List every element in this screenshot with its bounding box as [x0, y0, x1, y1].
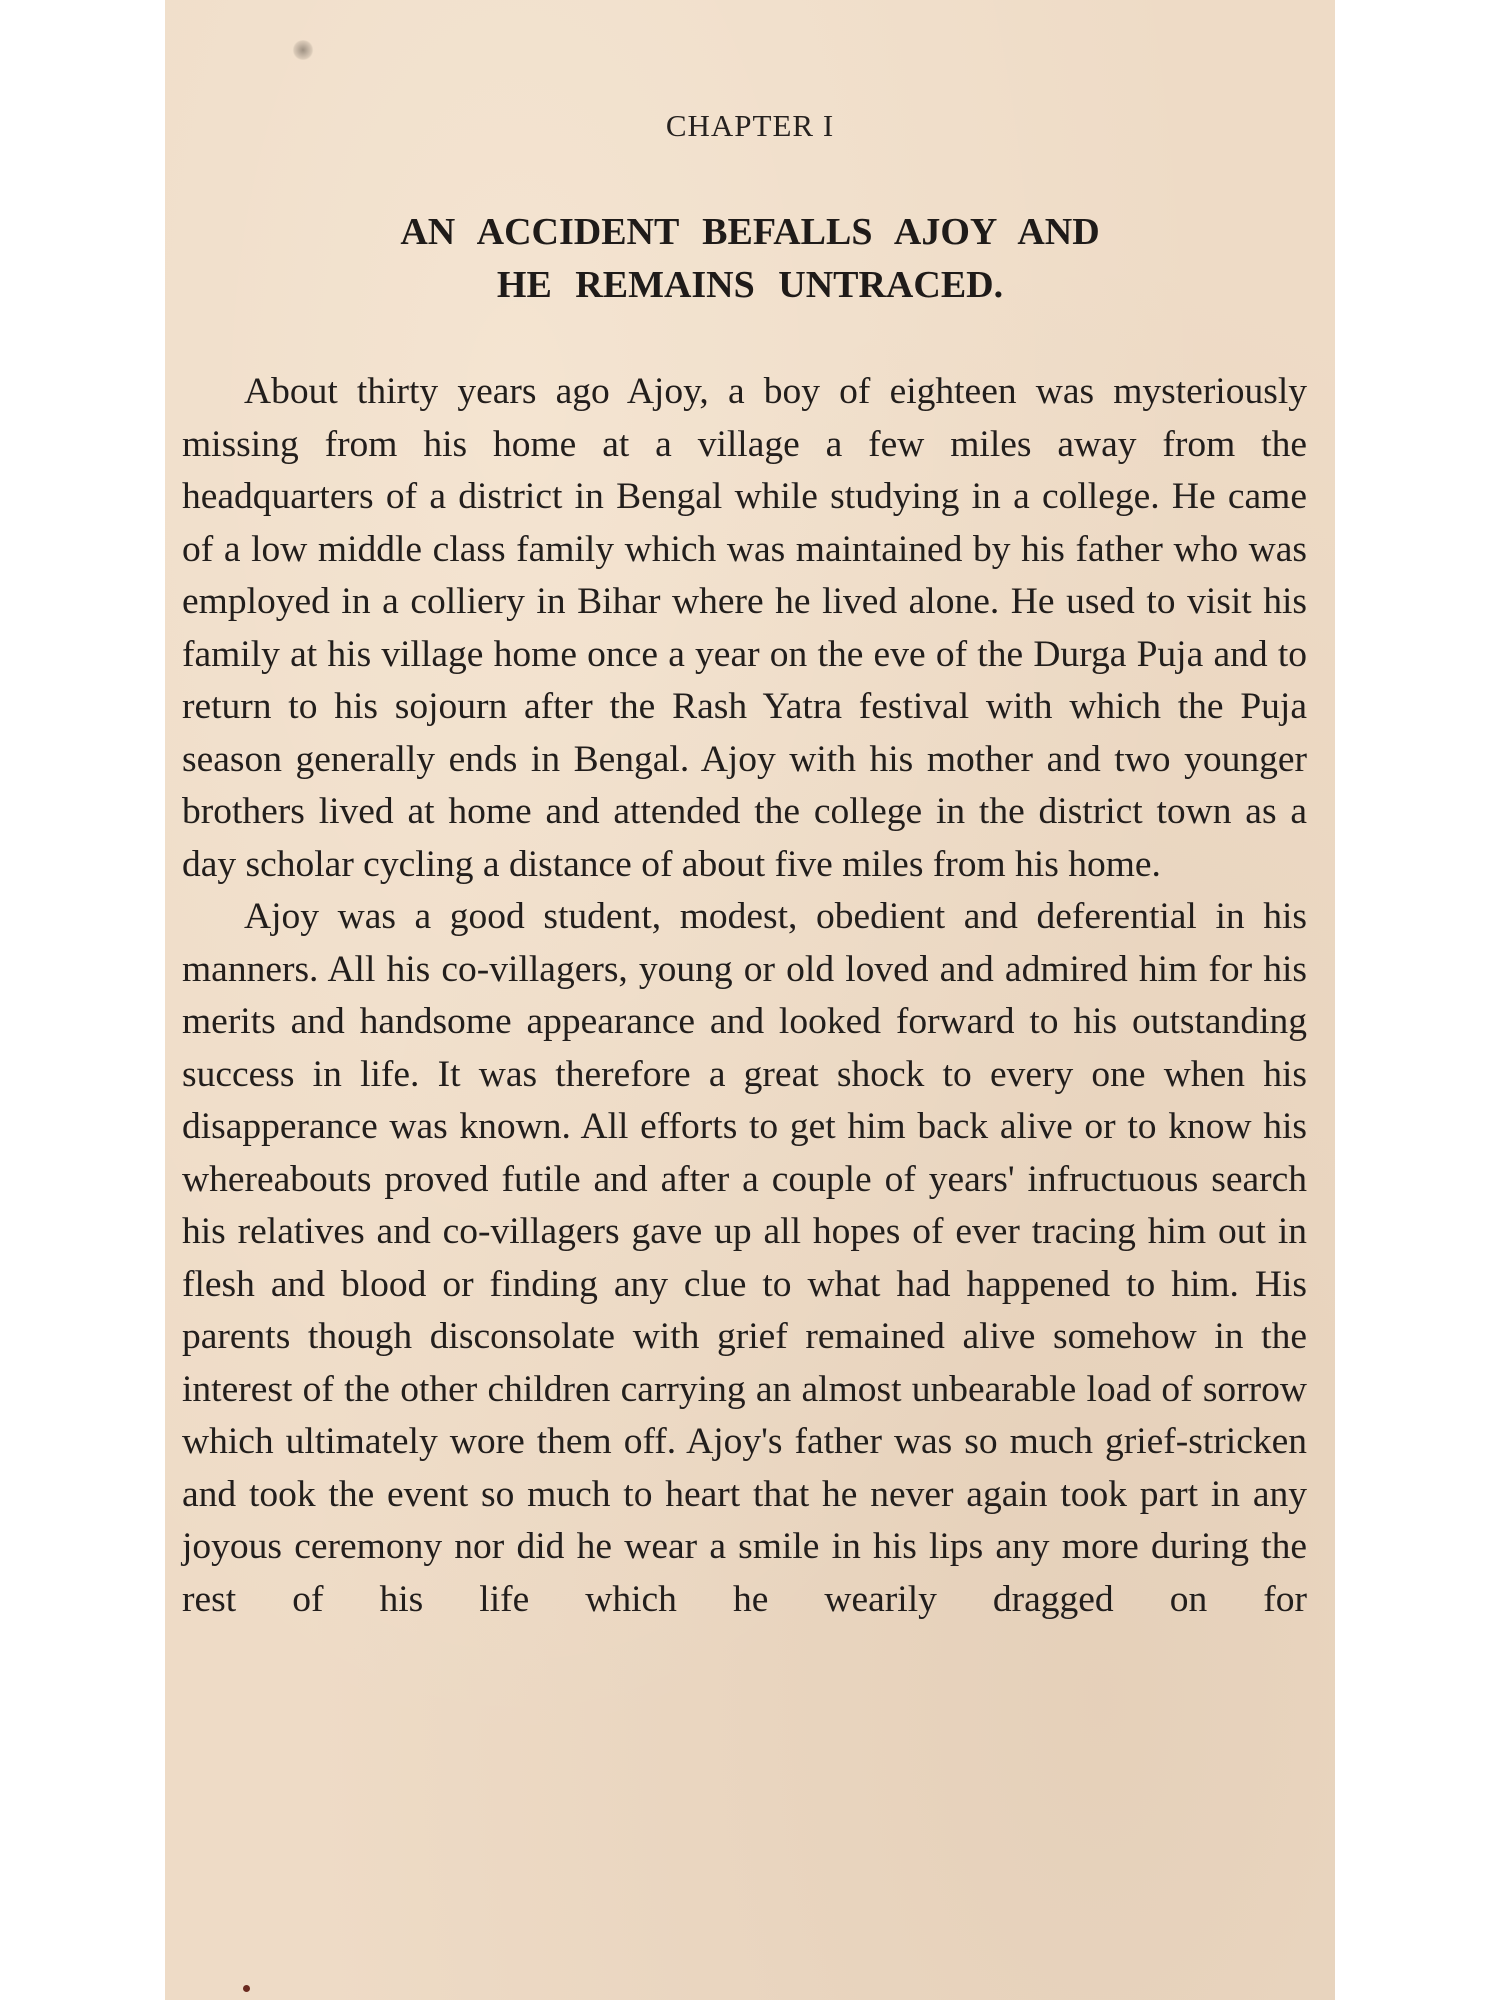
- paragraph-2: Ajoy was a good student, modest, obedient and deferential in his manners. All his co-villagers, young or old loved and admired him for his merits and handsome appearance and looked forward to his outstanding success in life. It was therefore a great shock to every one when his disapperance was known. All efforts to get him back alive or to know his whereabouts proved futile and after a couple of years' infructuous search his relatives and co-villagers gave up all hopes of ever tracing him out in flesh and blood or finding any clue to what had happened to him. His parents though disconsolate with grief remained alive somehow in the interest of the other children carrying an almost unbearable load of sorrow which ultimately wore them off. Ajoy's father was so much grief-stricken and took the event so much to heart that he never again took part in any joyous ceremony nor did he wear a smile in his lips any more during the rest of his life which he wearily dragged on for: [182, 896, 1307, 1620]
- book-page: [165, 0, 1335, 2000]
- chapter-body: [182, 366, 1307, 1626]
- chapter-title-line-2: HE REMAINS UNTRACED.: [496, 264, 1004, 306]
- ink-smudge: [292, 40, 314, 60]
- chapter-title: [165, 206, 1335, 312]
- paper-speck: [243, 1985, 250, 1992]
- chapter-heading: CHAPTER I: [665, 108, 835, 143]
- paragraph-1: About thirty years ago Ajoy, a boy of eighteen was mysteriously missing from his home at a village a few miles away from the headquarters of a district in Bengal while studying in a college. He came of a low middle class family which was maintained by his father who was employed in a colliery in Bihar where he lived alone. He used to visit his family at his village home once a year on the eve of the Durga Puja and to return to his sojourn after the Rash Yatra festival with which the Puja season generally ends in Bengal. Ajoy with his mother and two younger brothers lived at home and attended the college in the district town as a day scholar cycling a distance of about five miles from his home.: [182, 371, 1307, 885]
- chapter-title-line-1: AN ACCIDENT BEFALLS AJOY AND: [400, 211, 1100, 253]
